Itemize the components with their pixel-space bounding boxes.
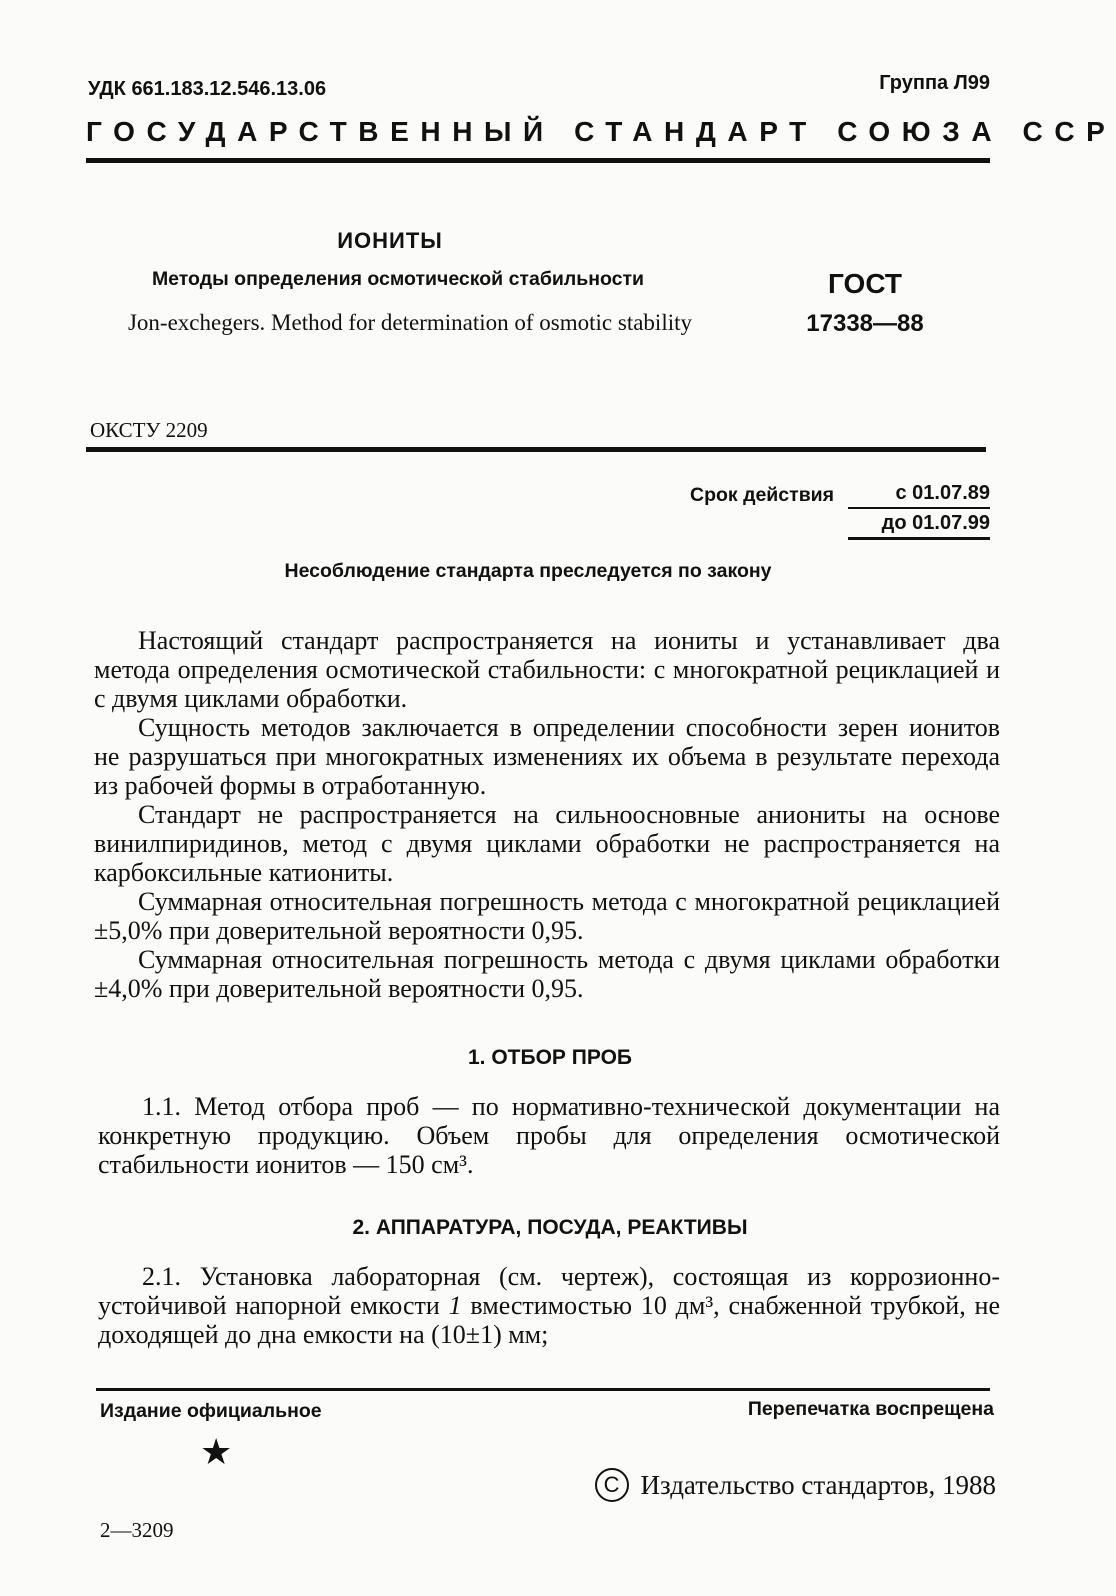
document-title: ИОНИТЫ [337, 228, 443, 253]
official-edition-label: Издание официальное [100, 1400, 322, 1422]
section-1-text [98, 1092, 1000, 1179]
paragraph-part: 2.1. Установка лабораторная (см. чертеж), состоящая из коррозионно-устойчивой напорной емкости [98, 1262, 1000, 1320]
paragraph: Настоящий стандарт распространяется на иониты и устанавливает два метода определения осмотической стабильности: с многократной рециклацией и с двумя циклами обработки. [94, 626, 1000, 713]
paragraph: Суммарная относительная погрешность метода с многократной рециклацией ±5,0% при доверительной вероятности 0,95. [94, 887, 1000, 945]
validity-label: Срок действия [690, 484, 835, 506]
paragraph: Суммарная относительная погрешность метода с двумя циклами обработки ±4,0% при доверительной вероятности 0,95. [94, 945, 1000, 1003]
paragraph-part: вместимостью 10 дм³, снабженной трубкой, не доходящей до дна емкости на (10±1) мм; [98, 1291, 1000, 1349]
item-number: 1 [448, 1291, 462, 1320]
star-icon: ★ [200, 1432, 233, 1472]
gost-label: ГОСТ [828, 268, 902, 299]
paragraph: Стандарт не распространяется на сильноосновные аниониты на основе винилпиридинов, метод с двумя циклами обработки не распространяется на карбоксильные катиониты. [94, 800, 1000, 887]
section-1-title: 1. ОТБОР ПРОБ [467, 1046, 633, 1069]
footer-rule [96, 1388, 990, 1391]
header-rule [86, 158, 990, 163]
validity-to: до 01.07.99 [848, 512, 990, 540]
validity-from: с 01.07.89 [848, 482, 990, 509]
okstu-code: ОКСТУ 2209 [90, 418, 208, 442]
udk-code: УДК 661.183.12.546.13.06 [88, 78, 327, 100]
gost-number: 17338—88 [806, 310, 924, 337]
publisher-name: Издательство стандартов, 1988 [640, 1469, 996, 1500]
section-2-title: 2. АППАРАТУРА, ПОСУДА, РЕАКТИВЫ [352, 1216, 748, 1239]
section-2-text [98, 1262, 1000, 1349]
publisher-line [595, 1468, 996, 1502]
group-code: Группа Л99 [879, 72, 990, 94]
paragraph: 1.1. Метод отбора проб — по нормативно-технической документации на конкретную продукцию. Объем пробы для определения осмотической стабильности ионитов — 150 см³. [98, 1092, 1000, 1179]
intro-text [94, 626, 1000, 1003]
legal-warning: Несоблюдение стандарта преследуется по закону [284, 560, 772, 582]
copyright-icon: C [595, 1468, 629, 1502]
reprint-prohibited-label: Перепечатка воспрещена [747, 1398, 994, 1420]
print-code: 2—3209 [100, 1518, 174, 1542]
paragraph: Сущность методов заключается в определении способности зерен ионитов не разрушаться при многократных изменениях их объема в результате перехода из рабочей формы в отработанную. [94, 713, 1000, 800]
english-title: Jon-exchegers. Method for determination of osmotic stability [127, 310, 692, 335]
okstu-rule [86, 447, 986, 452]
state-standard-header: ГОСУДАРСТВЕННЫЙ СТАНДАРТ СОЮЗА ССР [86, 116, 1116, 147]
paragraph [98, 1262, 1000, 1349]
document-subtitle: Методы определения осмотической стабильности [151, 268, 645, 290]
